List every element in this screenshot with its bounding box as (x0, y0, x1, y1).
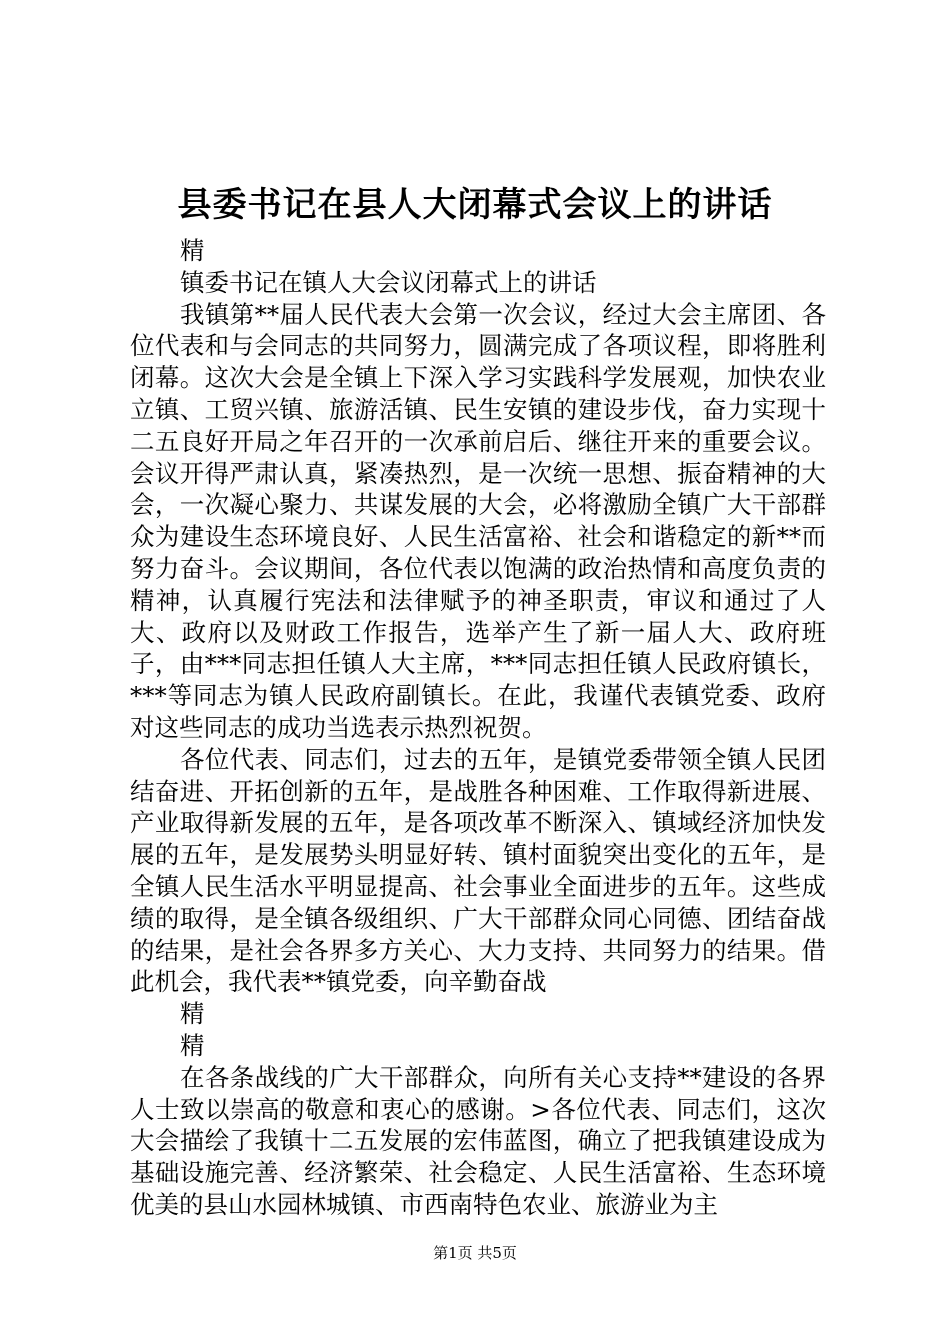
paragraph-2: 各位代表、同志们，过去的五年，是镇党委带领全镇人民团结奋进、开拓创新的五年，是战胜各种困难、工作取得新进展、产业取得新发展的五年，是各项改革不断深入、镇域经济加快发展的五年，是发展势头明显好转、镇村面貌突出变化的五年，是全镇人民生活水平明显提高、社会事业全面进步的五年。这些成绩的取得，是全镇各级组织、广大干部群众同心同德、团结奋战的结果，是社会各界多方关心、大力支持、共同努力的结果。借此机会，我代表**镇党委，向辛勤奋战 (130, 744, 826, 997)
document-title: 县委书记在县人大闭幕式会议上的讲话 (177, 185, 773, 225)
document-body (130, 235, 826, 1221)
page-footer: 第1页 共5页 (433, 1244, 517, 1262)
marker-line: 精 (180, 999, 205, 1029)
document-subtitle: 镇委书记在镇人大会议闭幕式上的讲话 (180, 267, 597, 297)
paragraph-1: 我镇第**届人民代表大会第一次会议，经过大会主席团、各位代表和与会同志的共同努力，圆满完成了各项议程，即将胜利闭幕。这次大会是全镇上下深入学习实践科学发展观，加快农业立镇、工贸兴镇、旅游活镇、民生安镇的建设步伐，奋力实现十二五良好开局之年召开的一次承前启后、继往开来的重要会议。会议开得严肃认真，紧凑热烈，是一次统一思想、振奋精神的大会，一次凝心聚力、共谋发展的大会，必将激励全镇广大干部群众为建设生态环境良好、人民生活富裕、社会和谐稳定的新**而努力奋斗。会议期间，各位代表以饱满的政治热情和高度负责的精神，认真履行宪法和法律赋予的神圣职责，审议和通过了人大、政府以及财政工作报告，选举产生了新一届人大、政府班子，由***同志担任镇人大主席，***同志担任镇人民政府镇长，***等同志为镇人民政府副镇长。在此，我谨代表镇党委、政府对这些同志的成功当选表示热烈祝贺。 (130, 299, 826, 742)
paragraph-3: 在各条战线的广大干部群众，向所有关心支持**建设的各界人士致以崇高的敬意和衷心的感谢。>各位代表、同志们，这次大会描绘了我镇十二五发展的宏伟蓝图，确立了把我镇建设成为基础设施完善、经济繁荣、社会稳定、人民生活富裕、生态环境优美的县山水园林城镇、市西南特色农业、旅游业为主 (130, 1062, 826, 1219)
marker-line: 精 (180, 236, 205, 265)
marker-line: 精 (180, 1030, 205, 1060)
